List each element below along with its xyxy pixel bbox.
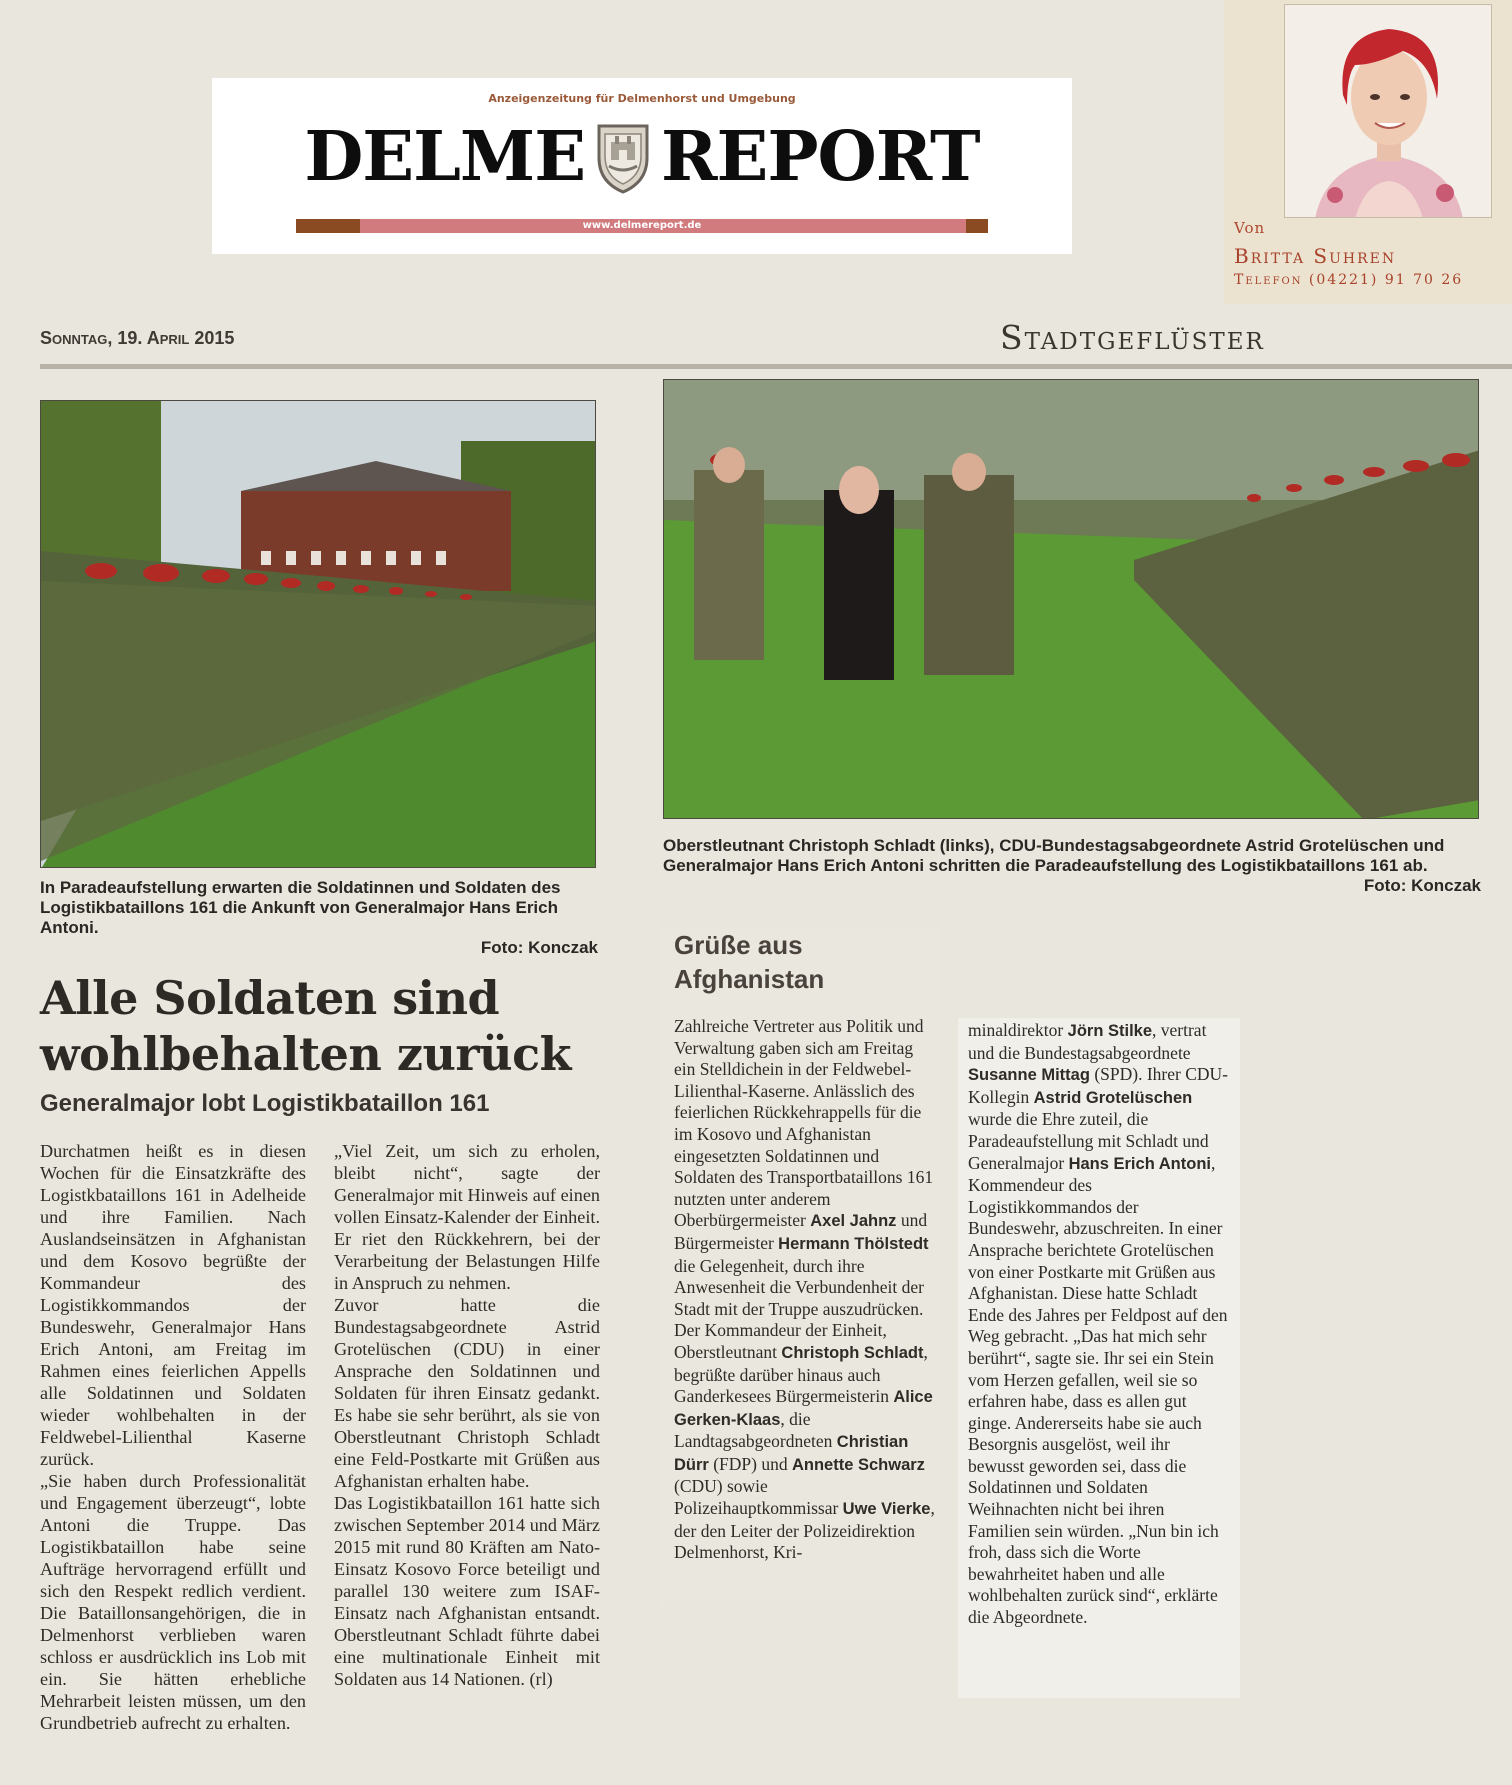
paragraph: Zuvor hatte die Bundestagsabgeordnete Astrid Grotelüschen (CDU) in einer Ansprache den Soldatinnen und Soldaten für ihren Einsatz gedankt. Es habe sie sehr berührt, als sie von Oberstleutnant Christoph Schladt eine Feld-Postkarte mit Grüßen aus Afghanistan erhalten habe.: [334, 1295, 600, 1491]
name-highlight: Axel Jahnz: [810, 1212, 897, 1231]
brand-left: DELME: [304, 117, 586, 197]
masthead-rule: [296, 219, 988, 233]
text-run: wurde die Ehre zuteil, die Paradeaufstellung mit Schladt und Generalmajor: [968, 1109, 1209, 1173]
author-name: Britta Suhren: [1234, 244, 1397, 268]
author-phone: Telefon (04221) 91 70 26: [1234, 272, 1464, 288]
masthead: [212, 78, 1072, 254]
coat-of-arms-icon: [591, 118, 655, 196]
header-rule: [40, 364, 1512, 369]
box-column-2: [968, 1020, 1230, 1629]
photo-credit: Foto: Konczak: [1363, 876, 1481, 895]
name-highlight: Hermann Thölstedt: [778, 1234, 929, 1253]
paragraph: Das Logistikbataillon 161 hatte sich zwischen September 2014 und März 2015 mit rund 80 Kräften am Nato-Einsatz Kosovo Force beteiligt und parallel 130 weitere zum ISAF-Einsatz nach Afghanistan entsandt. Oberstleutnant Schladt führte dabei eine multinationale Einheit mit Soldaten aus 14 Nationen. (rl): [334, 1493, 600, 1689]
text-run: die Gelegenheit, durch ihre Anwesenheit die Verbundenheit der Stadt mit der Truppe auszudrücken. Der Kommandeur der Einheit, Oberstleutnant: [674, 1255, 924, 1362]
masthead-url: www.delmereport.de: [582, 220, 702, 231]
article-subheadline: Generalmajor lobt Logistikbataillon 161: [40, 1090, 490, 1117]
name-highlight: Christian Dürr: [674, 1433, 909, 1474]
name-highlight: Hans Erich Antoni: [1068, 1154, 1211, 1173]
box-headline: Grüße aus Afghanistan: [674, 930, 825, 994]
text-run: , Kommendeur des Logistikkommandos der Bundeswehr, abzuschreiten. In einer Ansprache berichtete Grotelüschen von einer Postkarte mit Grüßen aus Afghanistan. Diese hatte Schladt Ende des Jahres per Feldpost auf den Weg gebracht. „Das hat mich sehr berührt“, sagte sie. Ihr sei ein Stein vom Herzen gefallen, weil sie so erfahren habe, dass es allen gut ginge. Andererseits habe sie auch Besorgnis ausgelöst, weil ihr bewusst geworden sei, dass die Soldatinnen und Soldaten Weihnachten nicht bei ihren Familien sein würden. „Nun bin ich froh, dass sich die Worte bewahrheitet haben und alle wohlbehalten zurück sind“, erklärte die Abgeordnete.: [968, 1152, 1228, 1628]
author-label: Von: [1234, 219, 1266, 237]
text-run: Zahlreiche Vertreter aus Politik und Verwaltung gaben sich am Freitag ein Stelldichein in der Feldwebel-Lilienthal-Kaserne. Anlässlich des feierlichen Rückkehrappells für die im Kosovo und Afghanistan eingesetzten Soldatinnen und Soldaten des Transportbataillons 161 nutzten unter anderem Oberbürgermeister: [674, 1016, 934, 1231]
paragraph: Durchatmen heißt es in diesen Wochen für die Einsatzkräfte des Logistkbataillons 161 in Adelheide und ihre Familien. Nach Auslandseinsätzen in Afghanistan und dem Kosovo begrüßte der Kommandeur des Logistikkommandos der Bundeswehr, Generalmajor Hans Erich Antoni, am Freitag im Rahmen eines feierlichen Appells alle Soldatinnen und Soldaten wieder wohlbehalten in der Feldwebel-Lilienthal Kaserne zurück.: [40, 1141, 306, 1469]
paragraph: „Sie haben durch Professionalität und Engagement überzeugt“, lobte Antoni die Truppe. Das Logistikbataillon habe seine Aufträge hervorragend erfüllt und sich den Respekt redlich verdient. Die Bataillonsangehörigen, die in Delmenhorst verblieben waren schloss er ausdrücklich ins Lob mit ein. Sie hätten erhebliche Mehrarbeit leisten müssen, um den Grundbetrieb aufrecht zu erhalten.: [40, 1471, 306, 1733]
photo-caption-right: [663, 836, 1481, 896]
text-run: (CDU) sowie Polizeihauptkommissar: [674, 1476, 843, 1519]
masthead-tagline: Anzeigenzeitung für Delmenhorst und Umgebung: [488, 92, 796, 105]
text-run: , der den Leiter der Polizeidirektion Delmenhorst, Kri-: [674, 1498, 935, 1563]
brand-right: REPORT: [661, 117, 980, 197]
name-highlight: Uwe Vierke: [842, 1500, 931, 1519]
caption-text: In Paradeaufstellung erwarten die Soldatinnen und Soldaten des Logistikbataillons 161 die Ankunft von Generalmajor Hans Erich Antoni.: [40, 878, 561, 937]
name-highlight: Astrid Grotelüschen: [1033, 1088, 1193, 1107]
article-headline: Alle Soldaten sind wohlbehalten zurück: [40, 971, 571, 1081]
name-highlight: Christoph Schladt: [781, 1343, 924, 1362]
text-run: und Bürgermeister: [674, 1210, 928, 1253]
paragraph: „Viel Zeit, um sich zu erholen, bleibt nicht“, sagte der Generalmajor mit Hinweis auf einen vollen Einsatz-Kalender der Einheit. Er riet den Rückkehrern, bei der Verarbeitung der Belastungen Hilfe in Anspruch zu nehmen.: [334, 1141, 600, 1293]
text-run: (FDP) und: [708, 1453, 792, 1474]
photo-caption-left: [40, 878, 598, 958]
article-column-2: [334, 1140, 600, 1690]
name-highlight: Annette Schwarz: [791, 1455, 925, 1474]
article-column-1: [40, 1140, 306, 1734]
text-run: minaldirektor: [968, 1020, 1068, 1040]
author-photo: [1284, 4, 1492, 218]
masthead-brand: [304, 116, 980, 198]
caption-text: Oberstleutnant Christoph Schladt (links), CDU-Bundestagsabgeordnete Astrid Grotelüschen und Generalmajor Hans Erich Antoni schritten die Paradeaufstellung des Logistikbataillons 161 ab.: [663, 836, 1445, 875]
box-column-1: [674, 1016, 936, 1564]
text-run: , die Landtagsabgeordneten: [674, 1408, 837, 1452]
name-highlight: Alice Gerken-Klaas: [674, 1388, 933, 1429]
section-title: Stadtgeflüster: [1000, 318, 1265, 357]
photo-credit: Foto: Konczak: [480, 938, 598, 957]
text-run: , begrüßte darüber hinaus auch Ganderkesees Bürgermeisterin: [674, 1341, 928, 1407]
photo-inspection-walk: [663, 379, 1479, 819]
text-run: (SPD). Ihrer CDU-Kollegin: [968, 1064, 1228, 1107]
name-highlight: Susanne Mittag: [968, 1066, 1090, 1085]
issue-date: Sonntag, 19. April 2015: [40, 328, 235, 348]
photo-parade-formation: [40, 400, 596, 868]
name-highlight: Jörn Stilke: [1067, 1022, 1153, 1040]
text-run: , vertrat und die Bundestagsabgeordnete: [968, 1020, 1207, 1063]
